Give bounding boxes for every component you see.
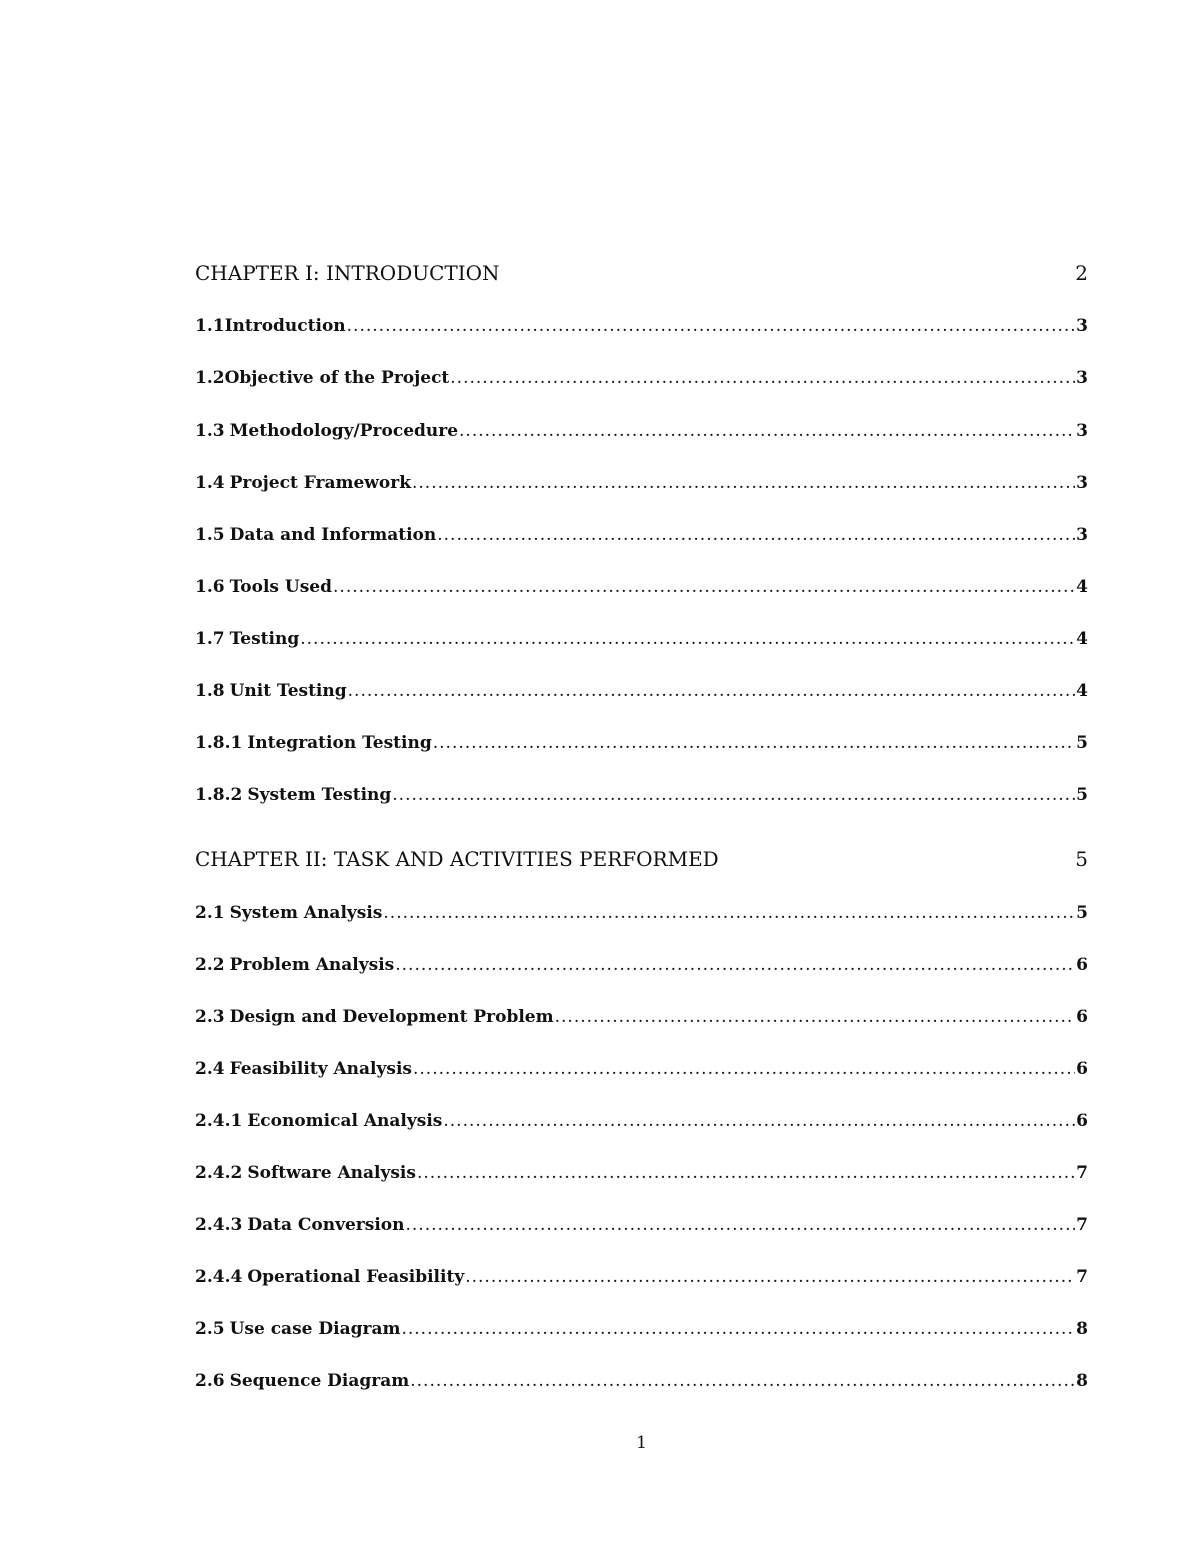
toc-entry[interactable] bbox=[195, 903, 1088, 923]
chapter-heading[interactable] bbox=[195, 847, 1088, 871]
entry-page-number: 8 bbox=[1076, 1371, 1088, 1391]
entry-number: 2.4.2 bbox=[195, 1163, 243, 1183]
toc-entry[interactable] bbox=[195, 525, 1088, 545]
dot-leader bbox=[333, 577, 1075, 597]
chapter-page-number: 5 bbox=[1075, 847, 1088, 871]
dot-leader bbox=[459, 421, 1075, 441]
page-footer-number: 1 bbox=[636, 1433, 647, 1453]
entry-page-number: 4 bbox=[1076, 577, 1088, 597]
entry-number: 2.4.3 bbox=[195, 1215, 243, 1235]
toc-entry[interactable] bbox=[195, 1319, 1088, 1339]
entry-page-number: 6 bbox=[1076, 1111, 1088, 1131]
entry-page-number: 3 bbox=[1076, 316, 1088, 336]
toc-entry[interactable] bbox=[195, 681, 1088, 701]
entry-number: 1.1 bbox=[195, 316, 225, 336]
chapter-page-number: 2 bbox=[1075, 261, 1088, 285]
entry-number: 2.4.4 bbox=[195, 1267, 243, 1287]
toc-entry[interactable] bbox=[195, 1267, 1088, 1287]
entry-title: Methodology/Procedure bbox=[229, 421, 459, 441]
entry-page-number: 8 bbox=[1076, 1319, 1088, 1339]
entry-page-number: 5 bbox=[1076, 733, 1088, 753]
entry-title: Integration Testing bbox=[247, 733, 432, 753]
entry-page-number: 5 bbox=[1076, 785, 1088, 805]
entry-title: Use case Diagram bbox=[229, 1319, 401, 1339]
dot-leader bbox=[417, 1163, 1075, 1183]
dot-leader bbox=[395, 955, 1075, 975]
entry-title: Introduction bbox=[224, 316, 346, 336]
dot-leader bbox=[410, 1371, 1075, 1391]
entry-title: Data and Information bbox=[229, 525, 437, 545]
entry-page-number: 4 bbox=[1076, 681, 1088, 701]
toc-entry[interactable] bbox=[195, 785, 1088, 805]
entry-number: 1.8 bbox=[195, 681, 225, 701]
entry-number: 2.5 bbox=[195, 1319, 225, 1339]
entry-number: 1.6 bbox=[195, 577, 225, 597]
entry-title: Feasibility Analysis bbox=[229, 1059, 412, 1079]
entry-title: Testing bbox=[229, 629, 300, 649]
entry-number: 2.3 bbox=[195, 1007, 225, 1027]
entry-title: Software Analysis bbox=[247, 1163, 416, 1183]
toc-entry[interactable] bbox=[195, 473, 1088, 493]
entry-number: 1.4 bbox=[195, 473, 225, 493]
toc-entry[interactable] bbox=[195, 733, 1088, 753]
entry-page-number: 7 bbox=[1076, 1163, 1088, 1183]
entry-page-number: 5 bbox=[1076, 903, 1088, 923]
dot-leader bbox=[392, 785, 1075, 805]
dot-leader bbox=[300, 629, 1075, 649]
entry-page-number: 3 bbox=[1076, 368, 1088, 388]
dot-leader bbox=[555, 1007, 1076, 1027]
toc-entry[interactable] bbox=[195, 955, 1088, 975]
entry-number: 2.4.1 bbox=[195, 1111, 243, 1131]
entry-title: Sequence Diagram bbox=[229, 1371, 410, 1391]
toc-entry[interactable] bbox=[195, 421, 1088, 441]
dot-leader bbox=[465, 1267, 1075, 1287]
dot-leader bbox=[405, 1215, 1075, 1235]
toc-entry[interactable] bbox=[195, 316, 1088, 336]
dot-leader bbox=[433, 733, 1075, 753]
chapter-title: CHAPTER II: TASK AND ACTIVITIES PERFORMED bbox=[195, 847, 719, 871]
entry-number: 1.7 bbox=[195, 629, 225, 649]
entry-number: 1.8.1 bbox=[195, 733, 243, 753]
toc-entry[interactable] bbox=[195, 577, 1088, 597]
entry-page-number: 6 bbox=[1076, 955, 1088, 975]
entry-number: 1.5 bbox=[195, 525, 225, 545]
toc-entry[interactable] bbox=[195, 1371, 1088, 1391]
entry-page-number: 3 bbox=[1076, 525, 1088, 545]
entry-number: 2.2 bbox=[195, 955, 225, 975]
dot-leader bbox=[347, 316, 1076, 336]
entry-title: Unit Testing bbox=[229, 681, 347, 701]
entry-number: 1.2 bbox=[195, 368, 225, 388]
dot-leader bbox=[443, 1111, 1075, 1131]
entry-page-number: 3 bbox=[1076, 473, 1088, 493]
toc-entry[interactable] bbox=[195, 1111, 1088, 1131]
toc-entry[interactable] bbox=[195, 629, 1088, 649]
entry-page-number: 7 bbox=[1076, 1215, 1088, 1235]
dot-leader bbox=[412, 473, 1075, 493]
entry-title: Objective of the Project bbox=[224, 368, 450, 388]
dot-leader bbox=[413, 1059, 1075, 1079]
entry-page-number: 3 bbox=[1076, 421, 1088, 441]
entry-title: Operational Feasibility bbox=[247, 1267, 465, 1287]
dot-leader bbox=[348, 681, 1076, 701]
dot-leader bbox=[437, 525, 1075, 545]
chapter-title: CHAPTER I: INTRODUCTION bbox=[195, 261, 500, 285]
entry-title: Economical Analysis bbox=[247, 1111, 443, 1131]
entry-number: 1.8.2 bbox=[195, 785, 243, 805]
entry-page-number: 7 bbox=[1076, 1267, 1088, 1287]
entry-page-number: 4 bbox=[1076, 629, 1088, 649]
chapter-heading[interactable] bbox=[195, 261, 1088, 285]
entry-number: 2.6 bbox=[195, 1371, 225, 1391]
dot-leader bbox=[401, 1319, 1075, 1339]
dot-leader bbox=[383, 903, 1075, 923]
entry-number: 1.3 bbox=[195, 421, 225, 441]
entry-title: Design and Development Problem bbox=[229, 1007, 554, 1027]
dot-leader bbox=[450, 368, 1075, 388]
entry-title: System Analysis bbox=[229, 903, 383, 923]
entry-number: 2.4 bbox=[195, 1059, 225, 1079]
toc-entry[interactable] bbox=[195, 1007, 1088, 1027]
entry-title: System Testing bbox=[247, 785, 392, 805]
entry-number: 2.1 bbox=[195, 903, 225, 923]
entry-page-number: 6 bbox=[1076, 1059, 1088, 1079]
toc-entry[interactable] bbox=[195, 1059, 1088, 1079]
entry-title: Tools Used bbox=[229, 577, 333, 597]
toc-entry[interactable] bbox=[195, 1163, 1088, 1183]
entry-page-number: 6 bbox=[1076, 1007, 1088, 1027]
toc-entry[interactable] bbox=[195, 1215, 1088, 1235]
toc-entry[interactable] bbox=[195, 368, 1088, 388]
entry-title: Project Framework bbox=[229, 473, 411, 493]
entry-title: Data Conversion bbox=[247, 1215, 405, 1235]
entry-title: Problem Analysis bbox=[229, 955, 395, 975]
